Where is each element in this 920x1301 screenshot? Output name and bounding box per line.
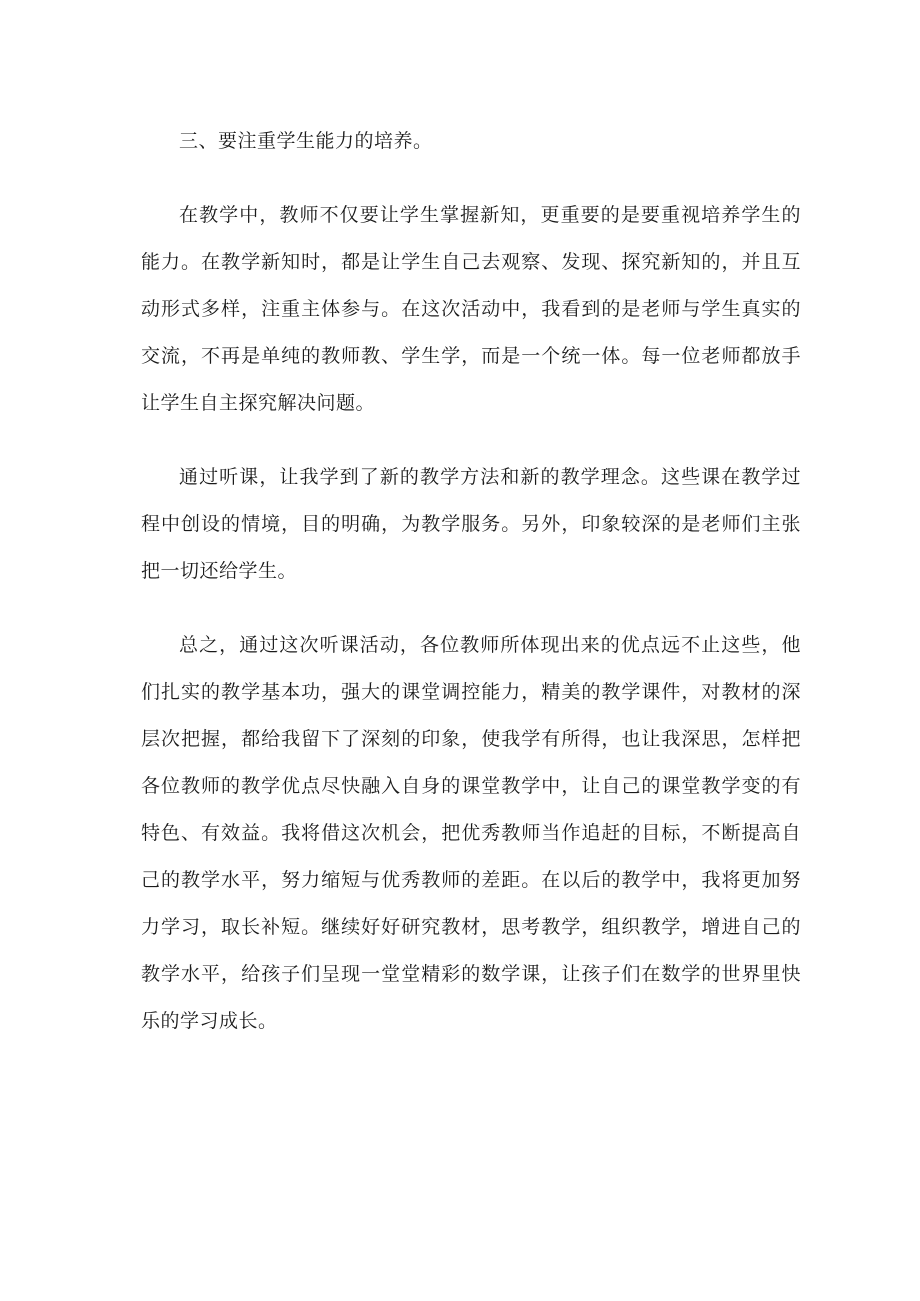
document-body xyxy=(141,118,801,1072)
paragraph-ability-training: 在教学中，教师不仅要让学生掌握新知，更重要的是要重视培养学生的能力。在教学新知时，都是让学生自己去观察、发现、探究新知的，并且互动形式多样，注重主体参与。在这次活动中，我看到的是老师与学生真实的交流，不再是单纯的教师教、学生学，而是一个统一体。每一位老师都放手让学生自主探究解决问题。 xyxy=(141,204,801,414)
paragraph-lesson-observation: 通过听课，让我学到了新的教学方法和新的教学理念。这些课在教学过程中创设的情境，目的明确，为教学服务。另外，印象较深的是老师们主张把一切还给学生。 xyxy=(141,466,801,582)
paragraph-summary: 总之，通过这次听课活动，各位教师所体现出来的优点远不止这些，他们扎实的教学基本功，强大的课堂调控能力，精美的教学课件，对教材的深层次把握，都给我留下了深刻的印象，使我学有所得，也让我深思，怎样把各位教师的教学优点尽快融入自身的课堂教学中，让自己的课堂教学变的有特色、有效益。我将借这次机会，把优秀教师当作追赶的目标，不断提高自己的教学水平，努力缩短与优秀教师的差距。在以后的教学中，我将更加努力学习，取长补短。继续好好研究教材，思考教学，组织教学，增进自己的教学水平，给孩子们呈现一堂堂精彩的数学课，让孩子们在数学的世界里快乐的学习成长。 xyxy=(141,634,801,1032)
section-heading: 三、要注重学生能力的培养。 xyxy=(179,130,433,152)
